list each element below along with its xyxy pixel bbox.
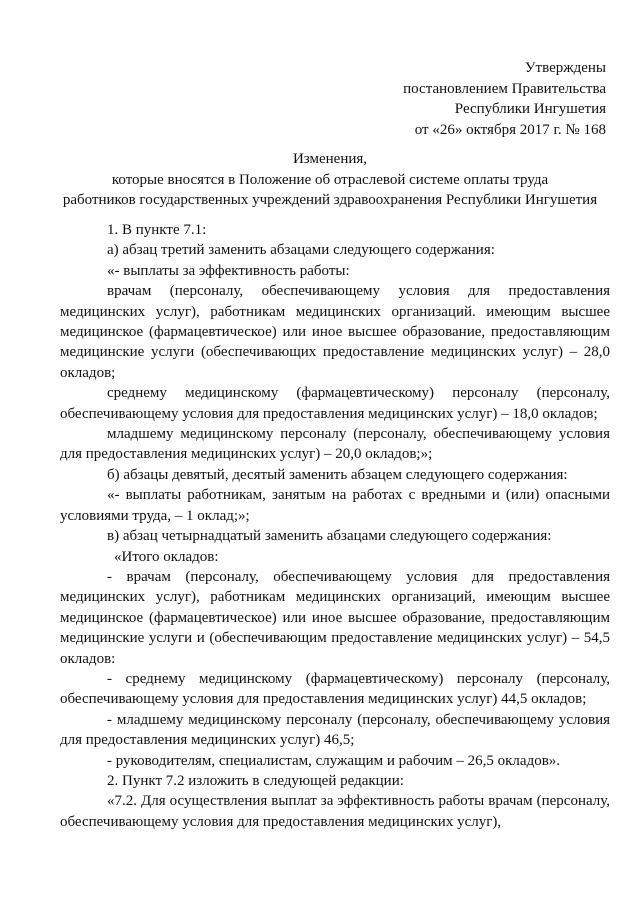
paragraph: - врачам (персоналу, обеспечивающему условия для предоставления медицинских услуг), работникам медицинских организаций, имеющим высшее медицинское (фармацевтическое) или иное высшее образование, предоставляющим медицинские услуги и (обеспечивающим предоставление медицинских услуг) – 54,5 окладов:	[60, 568, 610, 667]
approval-line: Утверждены	[524, 60, 606, 76]
paragraph: - руководителям, специалистам, служащим и рабочим – 26,5 окладов».	[107, 752, 561, 769]
approval-block	[403, 58, 606, 140]
paragraph: - младшему медицинскому персоналу (персоналу, обеспечивающему условия для предоставления медицинских услуг) 46,5;	[60, 711, 610, 749]
document-title	[40, 149, 620, 211]
title-line: Изменения,	[292, 151, 368, 167]
document-body	[60, 220, 610, 832]
paragraph: среднему медицинскому (фармацевтическому) персоналу (персоналу, обеспечивающему условия для предоставления медицинских услуг) – 18,0 окладов;	[60, 385, 610, 422]
paragraph-item-1: 1. В пункте 7.1:	[107, 222, 207, 238]
title-line: которые вносятся в Положение об отраслевой системе оплаты труда	[111, 171, 549, 188]
paragraph: «7.2. Для осуществления выплат за эффективность работы врачам (персоналу, обеспечивающему условия для предоставления медицинских услуг),	[60, 793, 610, 830]
paragraph-item-2: 2. Пункт 7.2 изложить в следующей редакции:	[107, 772, 404, 789]
title-line: работников государственных учреждений здравоохранения Республики Ингушетия	[62, 192, 598, 208]
approval-date-line: от «26» октября 2017 г. № 168	[414, 121, 606, 138]
paragraph: «Итого окладов:	[114, 548, 219, 565]
paragraph: врачам (персоналу, обеспечивающему условия для предоставления медицинских услуг), работникам медицинских организаций. имеющим высшее медицинское (фармацевтическое) или иное высшее образование, предоставляющим медицинские услуги (обеспечивающих предоставление медицинских услуг) – 28,0 окладов;	[60, 283, 610, 381]
paragraph-subitem-c: в) абзац четырнадцатый заменить абзацами следующего содержания:	[107, 528, 552, 545]
approval-line: постановлением Правительства	[403, 80, 606, 97]
paragraph: - среднему медицинскому (фармацевтическому) персоналу (персоналу, обеспечивающему условия для предоставления медицинских услуг) 44,5 окладов;	[60, 670, 610, 708]
paragraph: младшему медицинскому персоналу (персоналу, обеспечивающему условия для предоставления медицинских услуг) – 20,0 окладов;»;	[60, 426, 610, 463]
approval-line: Республики Ингушетия	[454, 101, 606, 117]
paragraph: «- выплаты за эффективность работы:	[107, 262, 350, 279]
paragraph-subitem-a: а) абзац третий заменить абзацами следующего содержания:	[107, 242, 495, 259]
paragraph: «- выплаты работникам, занятым на работах с вредными и (или) опасными условиями труда, – 1 оклад;»;	[60, 487, 610, 524]
paragraph-subitem-b: б) абзацы девятый, десятый заменить абзацем следующего содержания:	[107, 466, 568, 483]
